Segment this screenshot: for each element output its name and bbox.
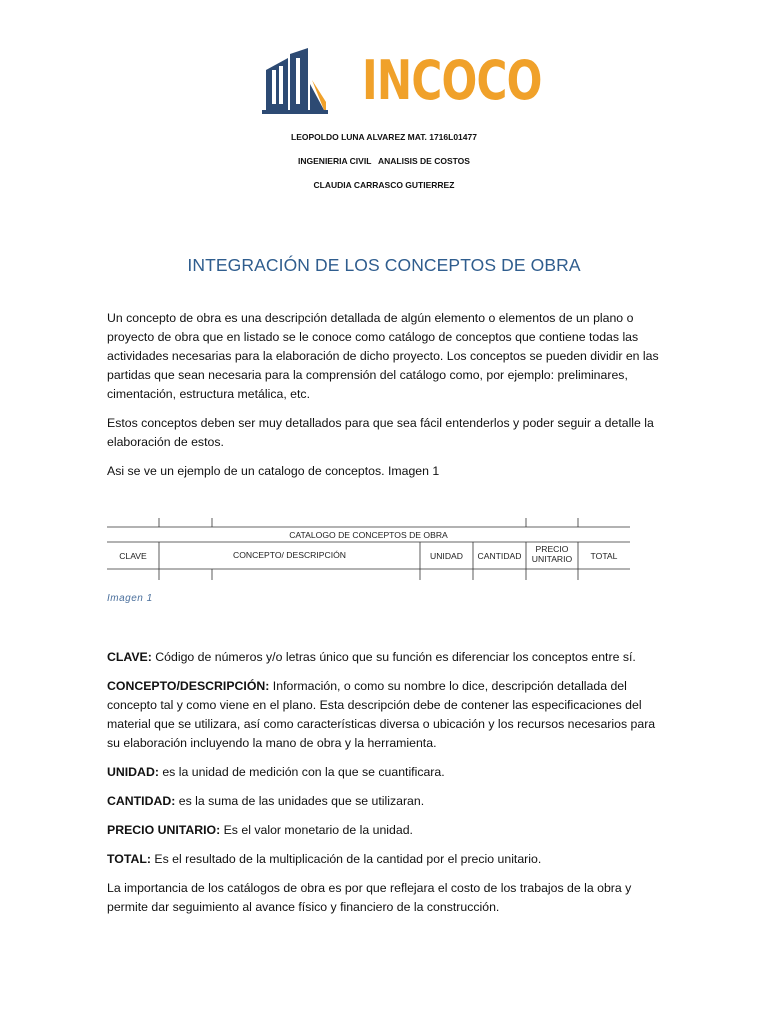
intro-paragraph-2: Estos conceptos deben ser muy detallados para que sea fácil entenderlos y poder seguir a detalle la elaboración de estos. [107, 416, 654, 449]
col-precio-unitario: PRECIO UNITARIO [531, 544, 573, 564]
teacher-line: CLAUDIA CARRASCO GUTIERREZ [313, 180, 455, 190]
definition-cantidad [107, 792, 667, 811]
definition-text: es la suma de las unidades que se utilizaran. [175, 794, 425, 808]
course-line: INGENIERIA CIVIL ANALISIS DE COSTOS [298, 156, 470, 166]
col-unidad: UNIDAD [430, 551, 463, 561]
term-clave: CLAVE: [107, 650, 152, 664]
definition-text: Es el valor monetario de la unidad. [220, 823, 413, 837]
closing-paragraph: La importancia de los catálogos de obra es por que reflejara el costo de los trabajos de la obra y permite dar seguimiento al avance físico y financiero de la construcción. [107, 881, 632, 914]
author-line: LEOPOLDO LUNA ALVAREZ MAT. 1716L01477 [291, 132, 477, 142]
term-total: TOTAL: [107, 852, 151, 866]
catalog-table-image [107, 516, 630, 580]
term-unidad: UNIDAD: [107, 765, 159, 779]
definition-total [107, 850, 667, 869]
image-caption: Imagen 1 [107, 593, 153, 604]
logo-wordmark: INCOCO [362, 49, 542, 112]
table-header: CATALOGO DE CONCEPTOS DE OBRA [289, 530, 448, 540]
definition-text: es la unidad de medición con la que se cuantificara. [158, 765, 445, 779]
intro-paragraph-3: Asi se ve un ejemplo de un catalogo de conceptos. Imagen 1 [107, 464, 440, 478]
definition-clave [107, 648, 667, 667]
col-clave: CLAVE [119, 551, 147, 561]
col-concepto: CONCEPTO/ DESCRIPCIÓN [232, 550, 346, 560]
definition-text: Código de números y/o letras único que su función es diferenciar los conceptos entre sí. [151, 650, 636, 664]
term-precio-unitario: PRECIO UNITARIO: [107, 823, 221, 837]
building-logo-icon [252, 44, 352, 118]
col-cantidad: CANTIDAD [477, 551, 522, 561]
company-logo [252, 44, 542, 118]
term-cantidad: CANTIDAD: [107, 794, 176, 808]
definition-unidad [107, 763, 667, 782]
page-title: INTEGRACIÓN DE LOS CONCEPTOS DE OBRA [187, 255, 581, 275]
definition-precio-unitario [107, 821, 667, 840]
definition-text: Es el resultado de la multiplicación de la cantidad por el precio unitario. [150, 852, 542, 866]
intro-paragraph-1: Un concepto de obra es una descripción detallada de algún elemento o elementos de un plano o proyecto de obra que en listado se le conoce como catálogo de conceptos que contiene todas las actividades necesarias para la elaboración de dicho proyecto. Los conceptos se pueden dividir en las partidas que sean necesaria para la comprensión del catálogo como, por ejemplo: preliminares, cimentación, estructura metálica, etc. [107, 311, 659, 401]
definition-text: Información, o como su nombre lo dice, descripción detallada del concepto tal y como viene en el plano. Esta descripción debe de contener las especificaciones del material que se utilizara, así como características diversa o ubicación y los recursos necesarios para su elaboración incluyendo la mano de obra y la herramienta. [107, 679, 656, 750]
definition-concepto [107, 677, 667, 753]
term-concepto: CONCEPTO/DESCRIPCIÓN: [107, 679, 270, 693]
col-total: TOTAL [590, 551, 618, 561]
